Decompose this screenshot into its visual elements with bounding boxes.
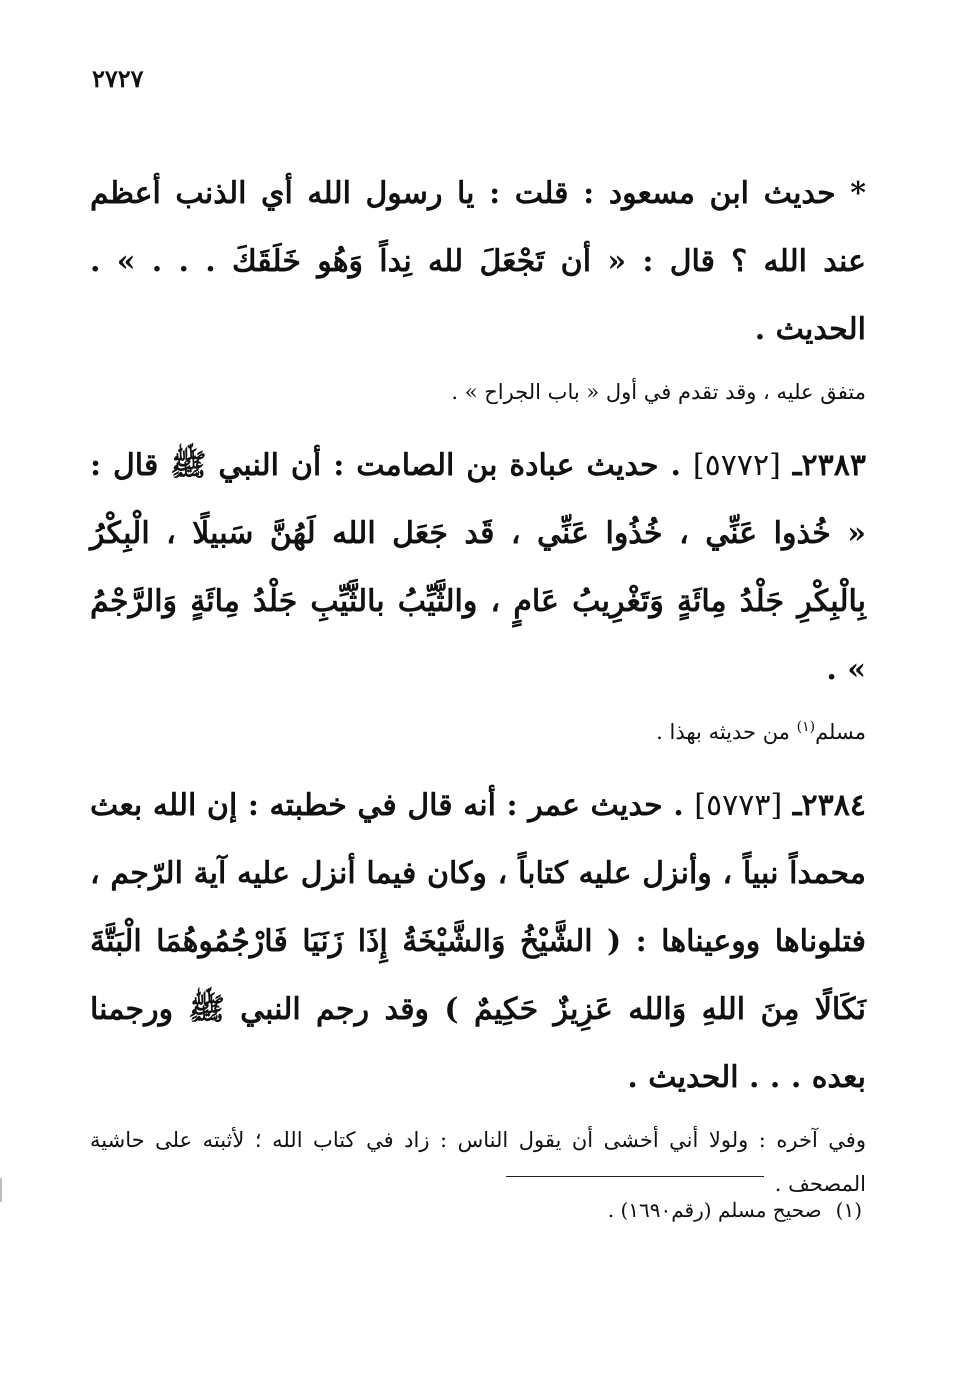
hadith-entry-1 (90, 160, 866, 364)
hadith-note (90, 1118, 866, 1206)
page-body (90, 160, 866, 1224)
footnote-mark: (١) (835, 1198, 862, 1222)
note-text: وفي آخره : ولولا أني أخشى أن يقول الناس : زاد في كتاب الله ؛ لأثبته على حاشية المصحف . (90, 1128, 866, 1196)
note-text: من حديثه بهذا . (656, 720, 797, 744)
hadith-number: ٢٣٨٤ـ (792, 788, 866, 823)
hadith-text: . حديث عمر : أنه قال في خطبته : إن الله بعث محمداً نبياً ، وأنزل عليه كتاباً ، وكان فيما أنزل عليه آية الرّجم ، فتلوناها ووعيناها : ( الشَّيْخُ وَالشَّيْخَةُ إِذَا زَنَيَا فَارْجُمُوهُمَا الْبَتَّةَ نَكَالًا مِنَ اللهِ وَالله عَزِيزٌ حَكِيمٌ ) وقد رجم النبي ﷺ ورجمنا بعده . . . الحديث . (90, 788, 866, 1095)
hadith-reference: [٥٧٧٣] (694, 788, 783, 823)
hadith-note (90, 370, 866, 414)
note-text: مسلم (815, 720, 866, 744)
scan-edge-mark (0, 1178, 2, 1202)
hadith-text: * حديث ابن مسعود : قلت : يا رسول الله أي الذنب أعظم عند الله ؟ قال : « أن تَجْعَلَ لله نِداً وَهُو خَلَقَكَ . . . » . الحديث . (90, 176, 866, 347)
page-number: ٢٧٢٧ (92, 64, 144, 93)
hadith-number: ٢٣٨٣ـ (792, 448, 866, 483)
hadith-entry-2384 (90, 772, 866, 1112)
footnote-text: صحيح مسلم (رقم١٦٩٠) . (607, 1198, 822, 1222)
hadith-entry-2383 (90, 432, 866, 704)
hadith-text: . حديث عبادة بن الصامت : أن النبي ﷺ قال : « خُذوا عَنِّي ، خُذُوا عَنِّي ، قَد جَعَل الله لَهُنَّ سَبيلًا ، الْبِكْرُ بِالْبِكْرِ جَلْدُ مِائَةٍ وَتَغْرِيبُ عَامٍ ، والثَّيِّبُ بالثَّيِّبِ جَلْدُ مِائَةٍ وَالرَّجْمُ » . (90, 448, 866, 687)
footnote (608, 1198, 862, 1222)
footnote-divider (506, 1176, 764, 1177)
hadith-note (90, 710, 866, 754)
footnote-marker[interactable]: (١) (796, 719, 816, 735)
hadith-reference: [٥٧٧٢] (692, 448, 781, 483)
note-text: متفق عليه ، وقد تقدم في أول « باب الجراح » . (451, 380, 866, 404)
